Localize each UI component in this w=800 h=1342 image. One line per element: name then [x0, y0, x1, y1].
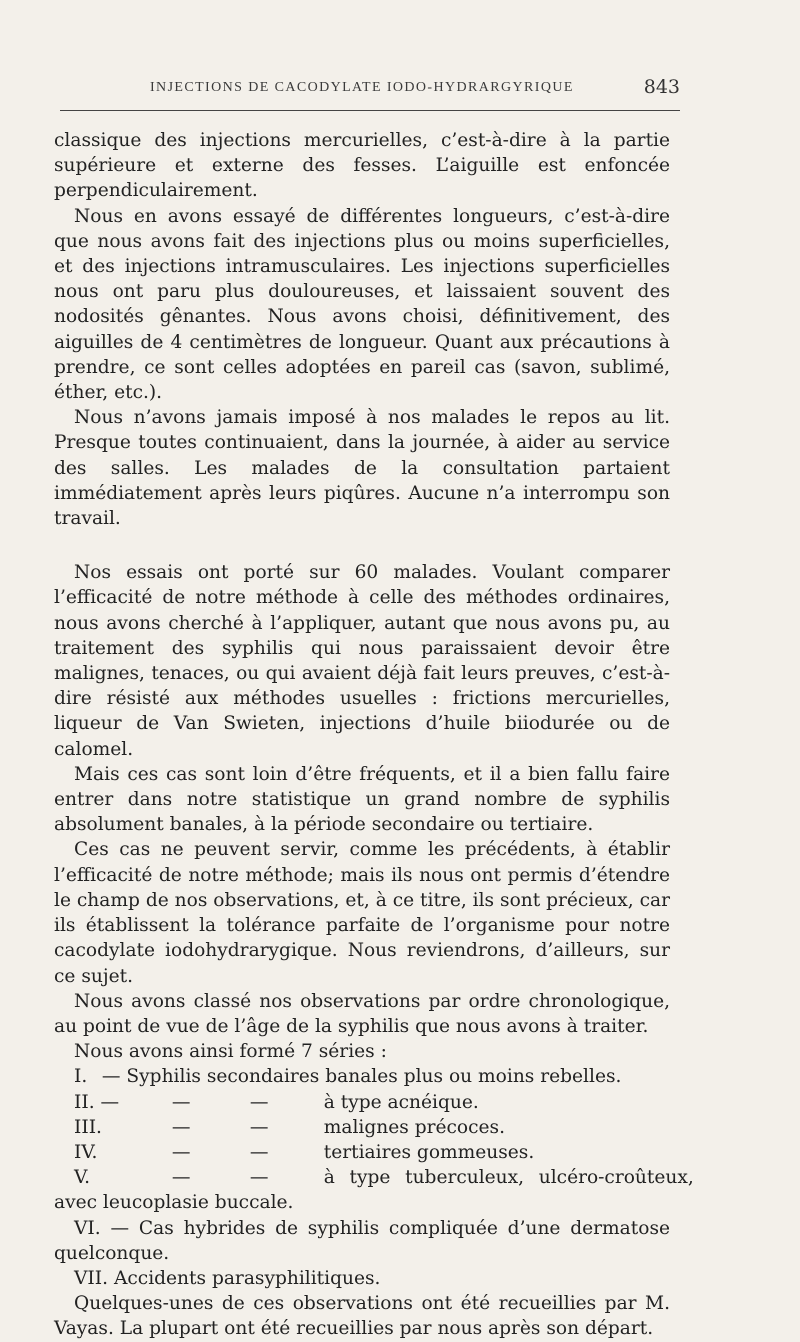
paragraph-1: classique des injections mercurielles, c’est-à-dire à la partie supérieure et externe des fesses. L’aiguille est enfoncée perpendiculairement. [54, 130, 670, 202]
series-5-ditto-2: — [249, 1167, 269, 1189]
series-5-continuation: avec leucoplasie buccale. [54, 1192, 294, 1214]
series-5-ditto-1: — [171, 1167, 191, 1189]
series-7: VII. Accidents parasyphilitiques. [74, 1267, 381, 1289]
running-header [60, 74, 680, 104]
series-3-text: malignes précoces. [323, 1116, 505, 1138]
series-2 [54, 1090, 670, 1115]
series-3-number: III. [74, 1116, 102, 1138]
series-5 [54, 1165, 694, 1190]
paragraph-2: Nous en avons essayé de différentes longueurs, c’est-à-dire que nous avons fait des injections plus ou moins superficielles, et des injections intramusculaires. Les injections superficielles nous ont paru plus douloureuses, et laissaient souvent des nodosités gênantes. Nous avons choisi, définitivement, des aiguilles de 4 centimètres de longueur. Quant aux précautions à prendre, ce sont celles adoptées en pareil cas (savon, sublimé, éther, etc.). [54, 205, 670, 404]
header-rule [60, 110, 680, 111]
section-gap [54, 531, 670, 560]
paragraph-3: Nous n’avons jamais imposé à nos malades le repos au lit. Presque toutes continuaient, dans la journée, à aider au service des salles. Les malades de la consultation partaient immédiatement après leurs piqûres. Aucune n’a interrompu son travail. [54, 407, 670, 530]
series-4-number: IV. [74, 1141, 98, 1163]
series-1-number: I. [74, 1066, 88, 1088]
series-4 [54, 1140, 670, 1165]
paragraph-9: Quelques-unes de ces observations ont été recueillies par M. Vayas. La plupart ont été recueillies par nous après son départ. [54, 1293, 670, 1340]
series-5-number: V. [74, 1167, 91, 1189]
series-5-text: à type tuberculeux, ulcéro-croûteux, [323, 1167, 694, 1189]
series-3-ditto-1: — [171, 1116, 191, 1138]
paragraph-5: Mais ces cas sont loin d’être fréquents, et il a bien fallu faire entrer dans notre statistique un grand nombre de syphilis absolument banales, à la période secondaire ou tertiaire. [54, 763, 670, 836]
series-1-text: — Syphilis secondaires banales plus ou moins rebelles. [101, 1066, 622, 1088]
series-2-ditto-1: — [171, 1091, 191, 1113]
paragraph-4: Nos essais ont porté sur 60 malades. Voulant comparer l’efficacité de notre méthode à celle des méthodes ordinaires, nous avons cherché à l’appliquer, autant que nous avons pu, au traitement des syphilis qui nous paraissaient devoir être malignes, tenaces, ou qui avaient déjà fait leurs preuves, c’est-à-dire résisté aux méthodes usuelles : frictions mercurielles, liqueur de Van Swieten, injections d’huile biiodurée ou de calomel. [54, 562, 670, 760]
series-4-ditto-2: — [249, 1141, 269, 1163]
series-4-ditto-1: — [171, 1141, 191, 1163]
body-text [54, 128, 694, 1342]
running-title: INJECTIONS DE CACODYLATE IODO-HYDRARGYRIQUE [150, 80, 574, 95]
series-2-text: à type acnéique. [323, 1091, 479, 1113]
paragraph-6: Ces cas ne peuvent servir, comme les précédents, à établir l’efficacité de notre méthode; mais ils nous ont permis d’étendre le champ de nos observations, et, à ce titre, ils sont précieux, car ils établissent la tolérance parfaite de l’organisme pour notre cacodylate iodohydrarygique. Nous reviendrons, d’ailleurs, sur ce sujet. [54, 839, 670, 987]
series-3 [54, 1115, 670, 1140]
series-3-ditto-2: — [249, 1116, 269, 1138]
series-4-text: tertiaires gommeuses. [323, 1141, 535, 1163]
series-2-number: II. — [74, 1091, 120, 1113]
page-number: 843 [643, 76, 680, 98]
paragraph-7: Nous avons classé nos observations par ordre chronologique, au point de vue de l’âge de la syphilis que nous avons à traiter. [54, 990, 670, 1037]
paragraph-8: Nous avons ainsi formé 7 séries : [74, 1041, 387, 1063]
series-2-ditto-2: — [249, 1091, 269, 1113]
series-6: VI. — Cas hybrides de syphilis compliquée d’une dermatose quelconque. [54, 1217, 670, 1264]
series-1 [54, 1064, 670, 1089]
